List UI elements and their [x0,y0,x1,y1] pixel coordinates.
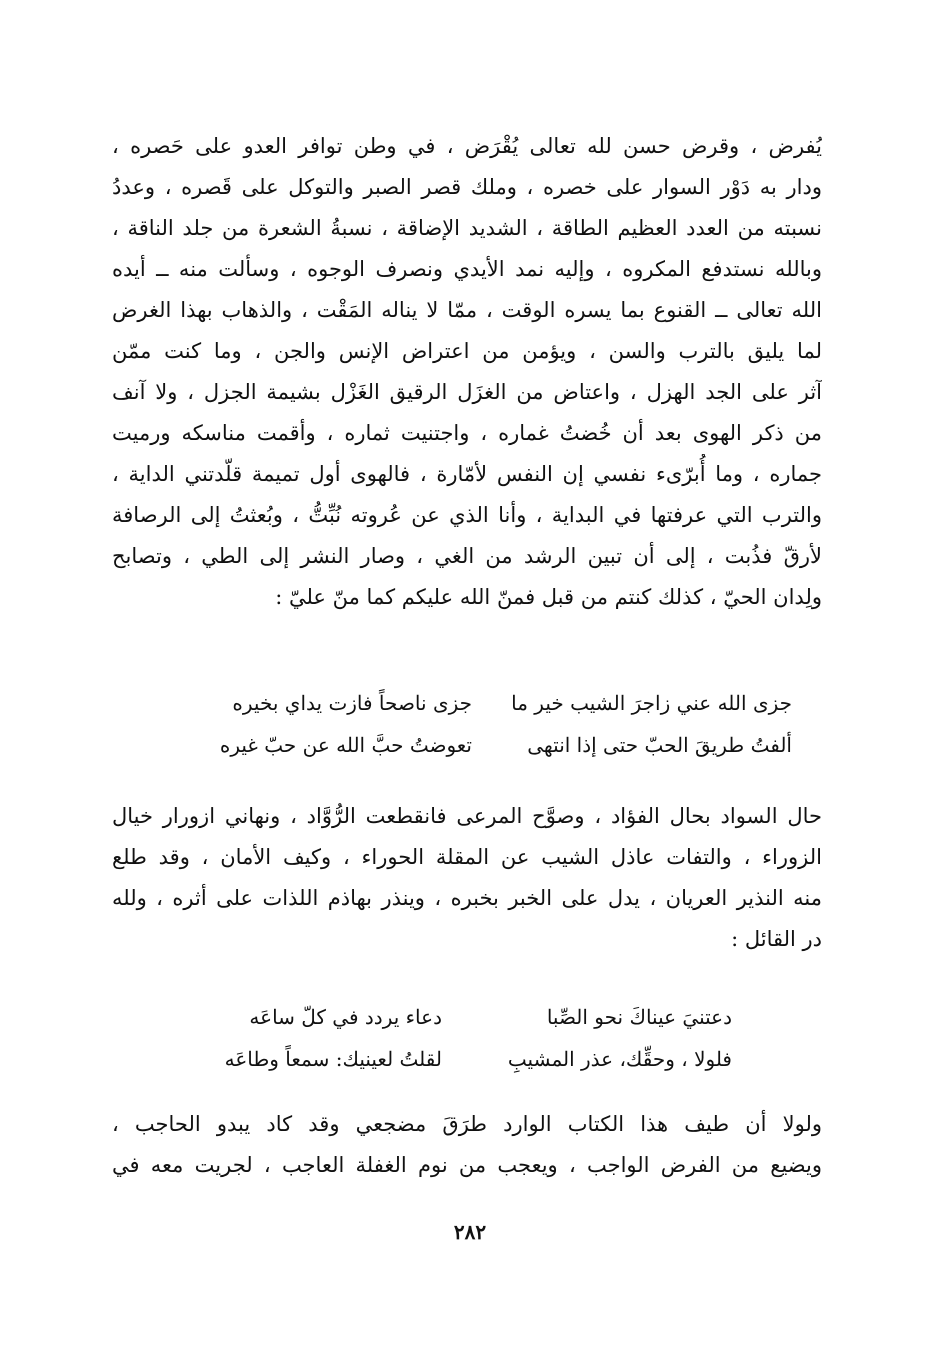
poem-hemistich-second: جزى ناصحاً فازت يداي بخيره [232,691,472,715]
paragraph-2 [112,796,822,960]
poem-hemistich-first: فلولا ، وحقِّك، عذر المشيبِ [507,1047,732,1071]
poem-hemistich-second: دعاء يردد في كلّ ساعَه [249,1005,442,1029]
paragraph-3 [112,1104,822,1186]
poem-hemistich-second: تعوضتُ حبَّ الله عن حبّ غيره [219,733,472,757]
text-line: لأرقّ فذُبت ، إلى أن تبين الرشد من الغي ، وصار النشر إلى الطي ، وتصابح [112,544,822,568]
text-line: ولولا أن طيف هذا الكتاب الوارد طرَقَ مضجعي وقد كاد يبدو الحاجب ، [112,1112,822,1136]
text-line: الله تعالى ــ القنوع بما يسره الوقت ، ممّا لا يناله المَقْت ، والذهاب بهذا الغرض [112,298,822,322]
text-line: در القائل : [731,927,822,951]
poem-verse [212,996,732,1038]
page-number: ٢٨٢ [453,1220,487,1244]
text-line: الزوراء ، والتفات عاذل الشيب عن المقلة الحوراء ، وكيف الأمان ، وقد طلع [112,845,822,869]
poem-2 [212,996,732,1080]
text-line: ودار به دَوْر السوار على خصره ، وملك قصر الصبر والتوكل على قَصره ، وعددُ [112,175,822,199]
text-line: والترب التي عرفتها في البداية ، وأنا الذي عن عُروته نُبِّتُّ ، وبُعثتُ إلى الرصافة [112,503,822,527]
text-line: منه النذير العريان ، يدل على الخبر بخبره ، وينذر بهاذم اللذات على أثره ، ولله [112,886,822,910]
paragraph-1 [112,126,822,618]
poem-hemistich-first: دعتنيَ عيناكَ نحو الصِّبا [546,1005,732,1029]
text-line: وبالله نستدفع المكروه ، وإليه نمد الأيدي ونصرف الوجوه ، وسألت منه ــ أيده [112,257,822,281]
text-line: لما يليق بالترب والسن ، ويؤمن من اعتراض الإنس والجن ، وما كنت ممّن [112,339,822,363]
poem-1 [152,682,792,766]
poem-verse [152,724,792,766]
text-line: ولِدان الحيّ ، كذلك كنتم من قبل فمنّ الله عليكم كما منّ عليّ : [275,585,822,609]
poem-hemistich-first: ألفتُ طريقَ الحبّ حتى إذا انتهى [527,733,792,757]
poem-verse [212,1038,732,1080]
text-line: يُفرض ، وقرض حسن لله تعالى يُقْرَض ، في وطن توافر العدو على حَصره ، [112,134,822,158]
text-line: نسبته من العدد العظيم الطاقة ، الشديد الإضاقة ، نسبةُ الشعرة من جلد الناقة ، [112,216,822,240]
text-line: جماره ، وما أُبرّىء نفسي إن النفس لأمّارة ، فالهوى أول تميمة قلّدتني الداية ، [112,462,822,486]
text-line: آثر على الجد الهزل ، واعتاض من الغزَل الرقيق الغَزْل بشيمة الجزل ، ولا آنف [112,380,822,404]
text-line: ويضيع من الفرض الواجب ، ويعجب من نوم الغفلة العاجب ، لجريت معه في [112,1153,822,1177]
poem-verse [152,682,792,724]
text-line: حال السواد بحال الفؤاد ، وصوَّح المرعى فانقطعت الرُّوَّاد ، ونهاني ازورار خيال [112,804,822,828]
text-line: من ذكر الهوى بعد أن خُضتُ غماره ، واجتنيت ثماره ، وأقمت مناسكه ورميت [112,421,822,445]
poem-hemistich-second: لقلتُ لعينيك: سمعاً وطاعَه [224,1047,442,1071]
poem-hemistich-first: جزى الله عني زاجرَ الشيب خير ما [511,691,792,715]
